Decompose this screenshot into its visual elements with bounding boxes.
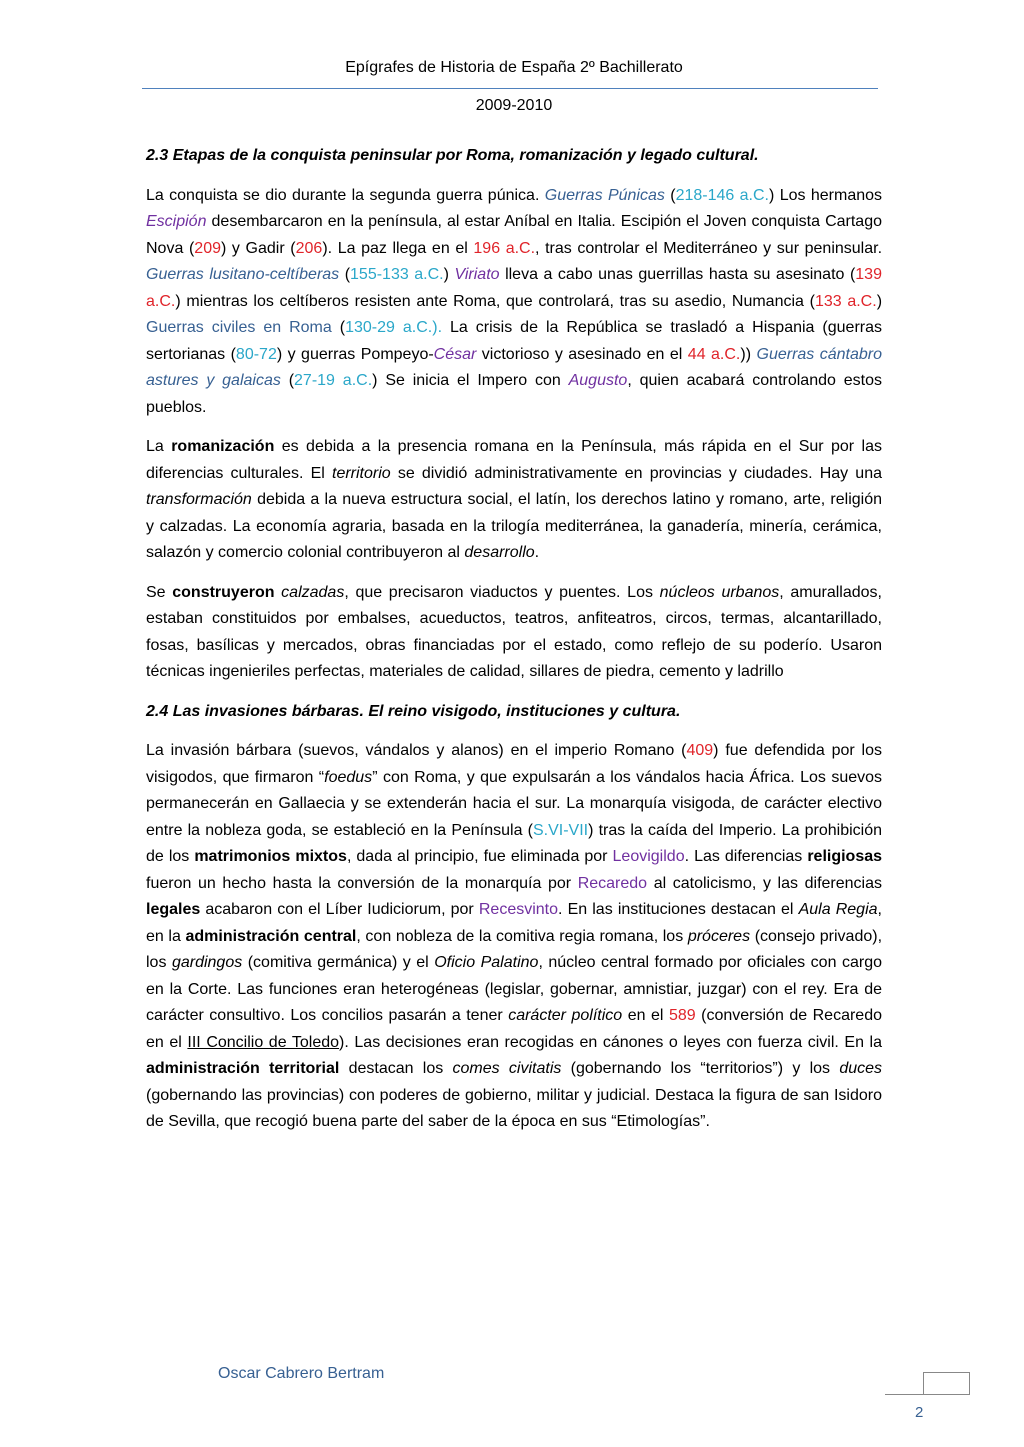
text-run: ): [876, 292, 883, 310]
text-run: ) y guerras Pompeyo-: [276, 345, 434, 363]
text-run: )): [740, 345, 757, 363]
text-run: , amurallados, estaban constituidos por embalses, acueductos, teatros, anfiteatros, circos, termas, alcantarillado, fosas, basílicas y mercados, obras financiadas por el estado, como reflejo de su poderío. Usaron técnicas ingenieriles perfectas, materiales de calidad, sillares de piedra, cemento y ladrillo: [146, 583, 882, 680]
section-heading-2-3: 2.3 Etapas de la conquista peninsular por Roma, romanización y legado cultural.: [146, 147, 759, 164]
text-run: La conquista se dio durante la segunda guerra púnica.: [146, 186, 545, 204]
text-run: romanización: [171, 438, 275, 455]
text-run: (: [331, 319, 346, 336]
text-run: 27-19 a.C.: [294, 372, 373, 389]
text-run: foedus: [324, 768, 373, 786]
text-run: comes civitatis: [452, 1060, 562, 1077]
text-run: en el: [622, 1007, 669, 1024]
page-box-right-line: [969, 1372, 970, 1394]
page-box-rule: [885, 1394, 970, 1395]
text-run: 218-146 a.C.: [675, 186, 770, 204]
text-run: fueron un hecho hasta la conversión de la monarquía por: [146, 874, 578, 892]
page-header: [146, 56, 882, 114]
text-run: (: [280, 372, 295, 389]
text-run: 139 a.C.: [146, 266, 882, 310]
text-run: ) y Gadir (: [221, 239, 296, 257]
text-run: , tras controlar el Mediterráneo y sur peninsular.: [535, 239, 883, 257]
page-box-top-line: [923, 1372, 969, 1373]
text-run: 80-72: [235, 345, 277, 363]
text-run: La crisis de la República se trasladó a Hispania (guerras sertorianas (: [146, 319, 882, 363]
text-run: próceres: [687, 927, 751, 945]
text-run: calzadas: [281, 583, 345, 601]
text-run: Se: [146, 583, 173, 601]
page-box-left-line: [923, 1372, 924, 1394]
text-run: destacan los: [339, 1060, 453, 1077]
text-run: núcleos urbanos: [659, 583, 780, 601]
text-run: , núcleo central formado por oficiales con cargo en la Corte. Las funciones eran heterogéneas (legislar, gobernar, amnistiar, juzgar) con el rey. Era de carácter consultivo. Los concilios pasarán a tener: [146, 954, 882, 1024]
text-run: (consejo privado), los: [146, 927, 883, 971]
text-run: legales: [146, 901, 201, 918]
text-run: Guerras civiles en Roma: [146, 319, 332, 336]
text-run: ) fue defendida por los visigodos, que firmaron “: [146, 742, 882, 786]
page-number: 2: [915, 1404, 924, 1421]
text-run: 409: [686, 742, 714, 759]
text-run: (gobernando los “territorios”) y los: [561, 1060, 840, 1077]
text-run: religiosas: [807, 848, 883, 865]
text-run: (: [664, 186, 676, 204]
text-run: es debida a la presencia romana en la Península, más rápida en el Sur por las diferencias culturales. El: [146, 438, 882, 482]
text-run: ). La paz llega en el: [322, 239, 474, 257]
text-run: ) Se inicia el Impero con: [372, 372, 569, 389]
text-run: al catolicismo, y las diferencias: [647, 874, 882, 892]
text-run: ). Las decisiones eran recogidas en cánones o leyes con fuerza civil. En la: [339, 1033, 883, 1051]
text-run: La invasión bárbara (suevos, vándalos y alanos) en el imperio Romano (: [146, 742, 687, 759]
text-run: matrimonios mixtos: [194, 848, 347, 865]
text-run: administración territorial: [146, 1060, 340, 1077]
text-run: lleva a cabo unas guerrillas hasta su asesinato (: [499, 266, 856, 283]
text-run: César: [433, 345, 477, 363]
text-run: desembarcaron en la península, al estar Aníbal en Italia. Escipión el Joven conquista Cartago Nova (: [146, 213, 882, 257]
text-run: carácter político: [508, 1007, 623, 1024]
footer-author: Oscar Cabrero Bertram: [218, 1365, 385, 1382]
text-run: (gobernando las provincias) con poderes de gobierno, militar y judicial. Destaca la figura de san Isidoro de Sevilla, que recogió buena parte del saber de la época en sus “Etimologías”.: [146, 1086, 882, 1130]
text-run: , en la: [146, 901, 882, 945]
text-run: Guerras Púnicas: [544, 186, 665, 204]
text-run: territorio: [332, 464, 391, 482]
text-run: 196 a.C.: [473, 239, 536, 257]
text-run: ) mientras los celtíberos resisten ante Roma, que controlará, tras su asedio, Numancia (: [175, 292, 815, 310]
text-run: , dada al principio, fue eliminada por: [346, 848, 613, 865]
text-run: desarrollo: [464, 544, 535, 561]
text-run: se dividió administrativamente en provincias y ciudades. Hay una: [390, 464, 883, 482]
text-run: gardingos: [171, 954, 243, 971]
text-run: , con nobleza de la comitiva regia romana, los: [356, 927, 688, 945]
text-run: Guerras lusitano-celtíberas: [146, 266, 340, 283]
text-run: 133 a.C.: [814, 292, 877, 310]
header-title: Epígrafes de Historia de España 2º Bachillerato: [345, 59, 683, 76]
text-run: duces: [839, 1060, 883, 1077]
text-run: (comitiva germánica) y el: [242, 954, 435, 971]
text-run: Oficio Palatino: [434, 954, 539, 971]
text-run: Escipión: [146, 213, 207, 230]
text-run: La: [146, 438, 172, 455]
section-heading-2-4: 2.4 Las invasiones bárbaras. El reino visigodo, instituciones y cultura.: [146, 702, 681, 720]
text-run: 155-133 a.C.: [350, 266, 444, 283]
text-run: 209: [194, 239, 221, 257]
text-run: . Las diferencias: [684, 848, 808, 865]
text-run: 589: [668, 1007, 696, 1024]
text-run: transformación: [146, 491, 252, 508]
text-run: , quien acabará controlando estos pueblos.: [146, 372, 882, 416]
text-run: Recaredo: [577, 874, 648, 892]
paragraph-invasiones: [146, 738, 882, 1136]
text-run: debida a la nueva estructura social, el latín, los derechos latino y romano, arte, religión y calzadas. La economía agraria, basada en la trilogía mediterránea, la ganadería, minería, cerámica, salazón y comercio colonial contribuyeron al: [146, 491, 882, 561]
text-run: Augusto: [568, 372, 628, 389]
text-run: victorioso y asesinado en el: [476, 345, 688, 363]
text-run: Aula Regia: [798, 901, 878, 918]
text-run: III Concilio de Toledo: [187, 1033, 340, 1051]
paragraph-romanizacion: [146, 434, 882, 567]
text-run: .: [534, 544, 540, 561]
text-run: ) tras la caída del Imperio. La prohibición de los: [146, 821, 882, 865]
text-run: ): [443, 266, 455, 283]
text-run: construyeron: [172, 583, 275, 601]
header-rule: [142, 88, 878, 89]
text-run: (: [339, 266, 351, 283]
document-body: [146, 143, 882, 1149]
text-run: 44 a.C.: [687, 345, 741, 363]
paragraph-conquista: [146, 183, 882, 422]
text-run: Viriato: [454, 266, 500, 283]
text-run: ” con Roma, y que expulsarán a los vándalos hacia África. Los suevos permanecerán en Gallaecia y se extenderán hacia el sur. La monarquía visigoda, de carácter electivo entre la nobleza goda, se estableció en la Península (: [146, 768, 883, 839]
text-run: ) Los hermanos: [769, 186, 883, 204]
header-year: 2009-2010: [475, 97, 553, 114]
text-run: . En las instituciones destacan el: [558, 901, 799, 918]
text-run: 206: [295, 239, 323, 257]
text-run: acabaron con el Líber Iudiciorum, por: [200, 901, 479, 918]
text-run: administración central: [185, 927, 357, 945]
text-run: Recesvinto: [478, 901, 559, 918]
page-number-box: [885, 1372, 970, 1432]
text-run: Leovigildo: [612, 848, 685, 865]
text-run: S.VI-VII: [532, 821, 589, 839]
text-run: (conversión de Recaredo en el: [146, 1007, 882, 1051]
text-run: , que precisaron viaductos y puentes. Los: [344, 583, 660, 601]
text-run: 130-29 a.C.).: [345, 319, 443, 336]
paragraph-construcciones: [146, 580, 882, 686]
text-run: Guerras cántabro astures y galaicas: [146, 345, 883, 389]
